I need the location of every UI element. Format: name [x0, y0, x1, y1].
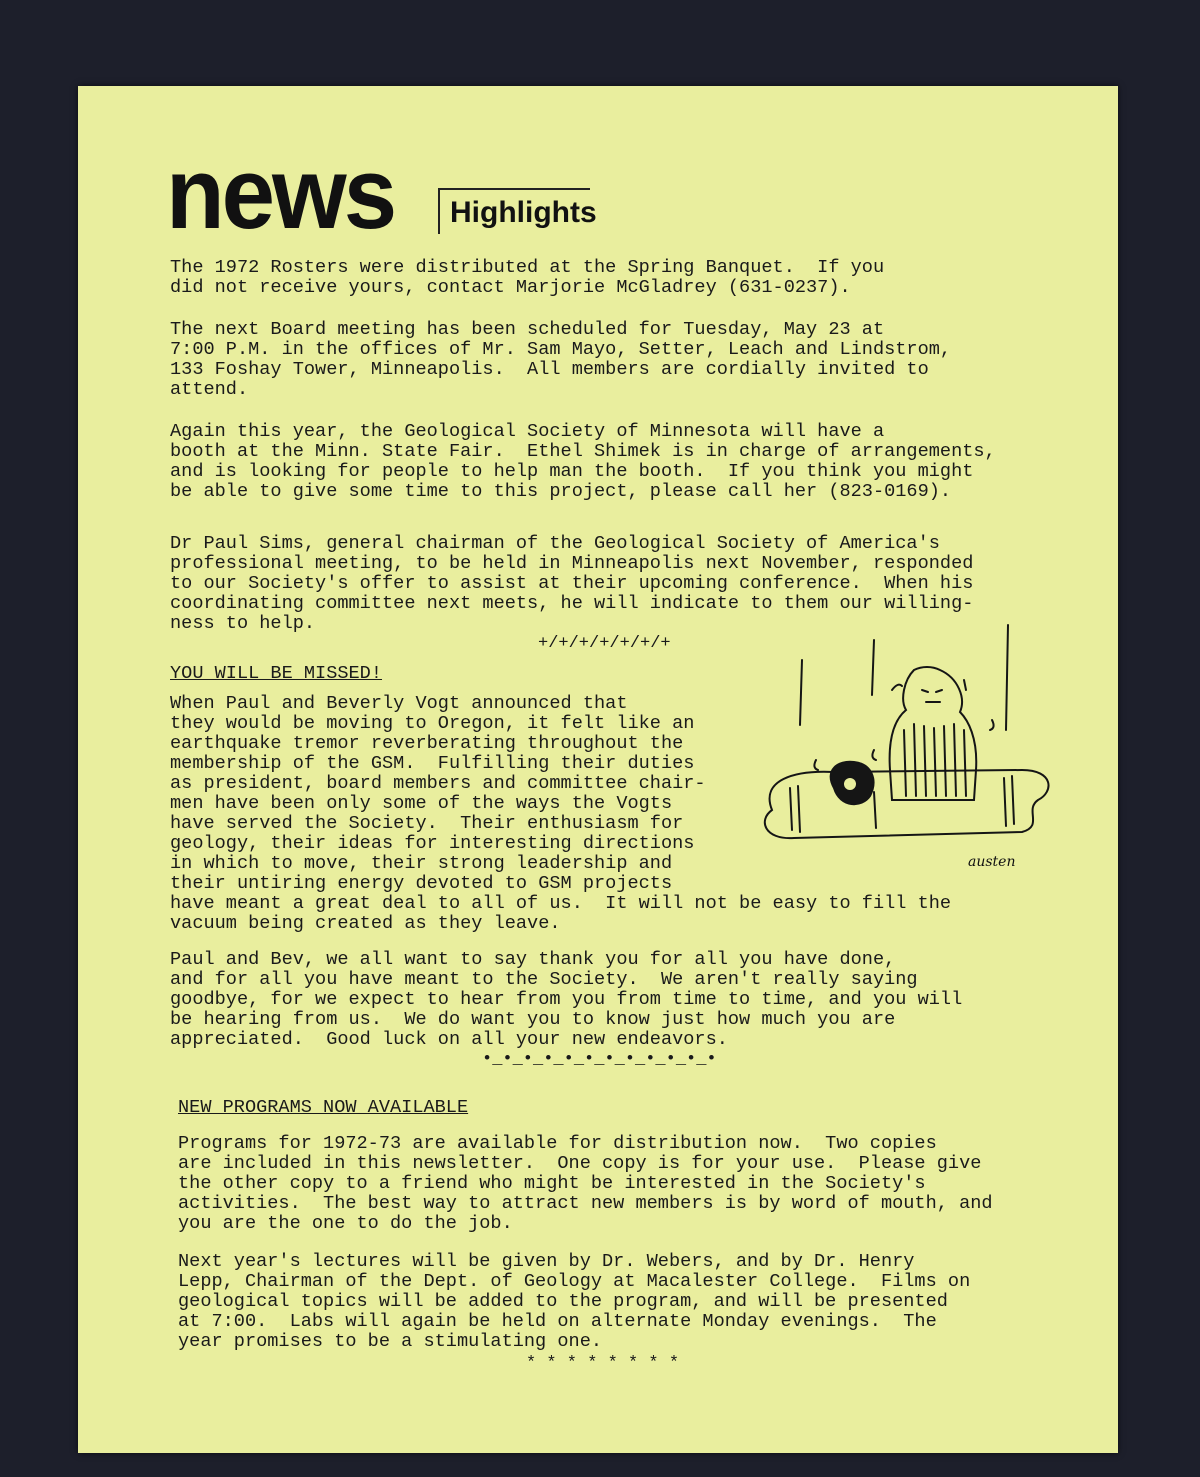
masthead-title: news [166, 137, 395, 251]
paragraph-rosters: The 1972 Rosters were distributed at the Spring Banquet. If you did not receive yours, contact Marjorie McGladrey (631-0237). [170, 257, 885, 298]
divider-dot-dash: •_•_•_•_•_•_•_•_•_•_•_• [482, 1050, 717, 1069]
newsletter-page [78, 86, 1118, 1453]
cartoon-illustration [754, 620, 1064, 880]
masthead-subtitle: Highlights [450, 196, 597, 229]
paragraph-board-meeting: The next Board meeting has been scheduled for Tuesday, May 23 at 7:00 P.M. in the offices of Mr. Sam Mayo, Setter, Leach and Lindstrom, 133 Foshay Tower, Minneapolis. All members are cordially invited to attend. [170, 319, 952, 400]
heading-new-programs: NEW PROGRAMS NOW AVAILABLE [178, 1097, 469, 1118]
paragraph-paul-sims: Dr Paul Sims, general chairman of the Geological Society of America's professional meeting, to be held in Minneapolis next November, responded to our Society's offer to assist at their upcoming conference. When his coordinating committee next meets, he will indicate to them our willing- ness to help. [170, 533, 974, 634]
illustration-signature: austen [968, 854, 1016, 870]
masthead-rule-vertical [438, 188, 440, 234]
paragraph-thanks: Paul and Bev, we all want to say thank you for all you have done, and for all you have meant to the Society. We aren't really saying goodbye, for we expect to hear from you from time to time, and you will be hearing from us. We do want you to know just how much you are appreciated. Good luck on all your new endeavors. [170, 949, 963, 1050]
paragraph-vogts: When Paul and Beverly Vogt announced that they would be moving to Oregon, it felt like an earthquake tremor reverberating throughout the membership of the GSM. Fulfilling their duties as president, board members and committee chair- men have been only some of the ways the Vogts have served the Society. Their enthusiasm for geology, their ideas for interesting directions in which to move, their strong leadership and their untiring energy devoted to GSM projects have meant a great deal to all of us. It will not be easy to fill the vacuum being created as they leave. [170, 693, 952, 934]
masthead-rule-horizontal [440, 188, 590, 190]
paragraph-lectures: Next year's lectures will be given by Dr. Webers, and by Dr. Henry Lepp, Chairman of the Dept. of Geology at Macalester College. Films on geological topics will be added to the program, and will be presented at 7:00. Labs will again be held on alternate Monday evenings. The year promises to be a stimulating one. [178, 1251, 971, 1352]
paragraph-state-fair: Again this year, the Geological Society of Minnesota will have a booth at the Minn. State Fair. Ethel Shimek is in charge of arrangements, and is looking for people to help man the booth. If you think you might be able to give some time to this project, please call her (823-0169). [170, 421, 996, 502]
divider-plus-slash: +/+/+/+/+/+/+ [538, 634, 671, 653]
divider-asterisks: * * * * * * * * [526, 1354, 680, 1373]
heading-you-will-be-missed: YOU WILL BE MISSED! [170, 663, 383, 684]
paragraph-programs: Programs for 1972-73 are available for distribution now. Two copies are included in this newsletter. One copy is for your use. Please give the other copy to a friend who might be interested in the Society's activities. The best way to attract new members is by word of mouth, and you are the one to do the job. [178, 1133, 993, 1234]
